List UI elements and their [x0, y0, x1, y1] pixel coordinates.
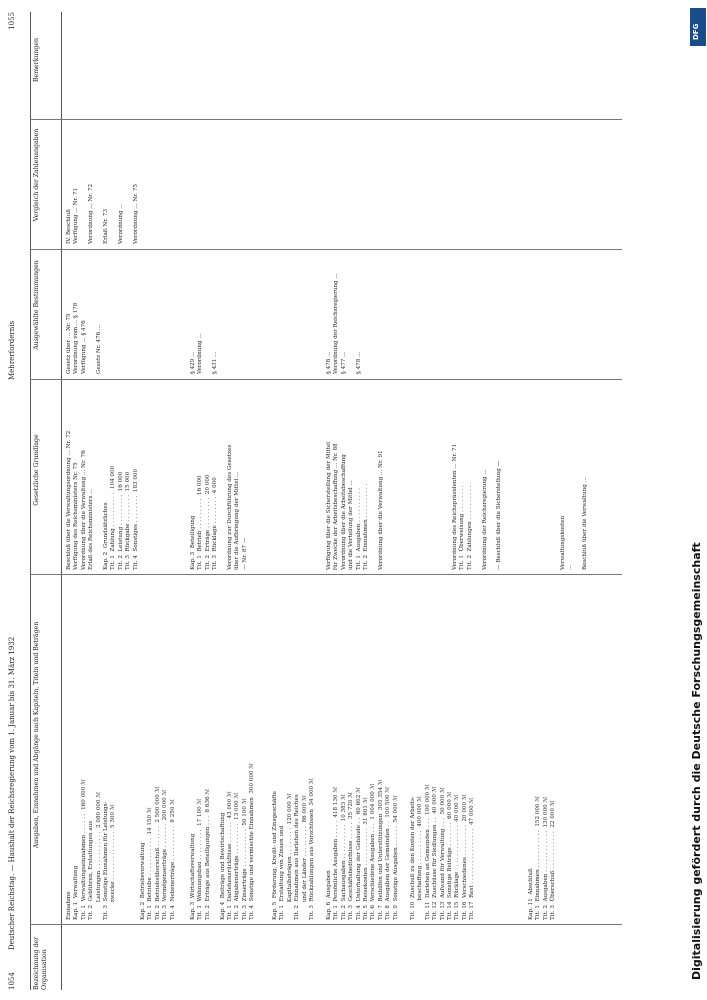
text-block-legal-4: Verordnung des Reichspräsidenten ... Nr. 71 Tit. 1 Überweisung . . . . . . . . Tit. 2 Zahlungen . . . . . . . . . . Verordnung der Reichsregierung ... — Beschluß über die Sicherstellung — [452, 443, 503, 570]
text-block-economy: Kap. 3 Wirtschaftsverwaltung Tit. 1 Wohnungsbau . . . . . . . . . 17 100 ℳ Tit. 2 Erträge aus Beteiligungen . . . 8 636 ℳ Kap. 4 Beiträge und Bewirtschaftung Tit. 1 Darlehensrückflüsse . . . . . . 43 000 ℳ Tit. 2 Abgabenerträge . . . . . . . . . 13 000 ℳ Tit. 3 Zinserträge . . . . . . . . . . . 50 100 ℳ Tit. 4 Sonstige und vermischte Einnahmen 300 000 ℳ [190, 762, 256, 920]
digitization-credit: Digitalisierung gefördert durch die Deutsche Forschungsgemeinschaft [690, 542, 703, 980]
right-running-head: Mehrerfordernis [8, 320, 16, 380]
text-block-expenditure: Kap. 6 Ausgaben Tit. 1 Persönliche Ausgaben . . . . . 418 130 ℳ Tit. 2 Sachausgaben . . . . . . . . . . 10 383 ℳ Tit. 3 Geschäftsbedürfnisse . . . . . 35 720 ℳ Tit. 4 Unterhaltung der Gebäude . . 60 602 ℳ Tit. 5 Reisekosten . . . . . . . . . . . 31 801 ℳ Tit. 6 Verschiedene Ausgaben . . . 1 004 000 ℳ Tit. 7 Beihilfen und Unterstützungen 305 354 ℳ Tit. 8 Ausgaben der Gemeinden . . 100 500 ℳ Tit. 9 Sonstige Ausgaben . . . . . . 54 000 ℳ [326, 779, 399, 920]
text-block-legal-2: Kap. 3 Beteiligung Tit. 1 Betrieb . . . . . . . . . 16 000 Tit. 2 Erträge . . . . . . . . . 20 000 Tit. 3 Rücklage . . . . . . . . 4 000 Verordnung zur Durchführung des Gesetzes über die Aufbringung der Mittel ... — Nr. 87 — [190, 444, 248, 570]
column-rule [30, 249, 622, 250]
text-block-legal-1: Beschluß über die Verwaltungsordnung ... Nr. 72 Verfügung des Reichsministers Nr. 75 Verordnung über die Verwaltung ... Nr. 76 Erlaß des Reichsministers ... Kap. 2 Grundsätzliches Tit. 1 Zahlung . . . . . . . . . . 104 000 Tit. 2 Leistung . . . . . . . . . 16 000 Tit. 3 Rückgabe . . . . . . . . 15 000 Tit. 4 Sonstiges . . . . . . . . 183 000 [66, 430, 139, 570]
running-head [8, 12, 22, 990]
left-running-head: Deutscher Reichstag. — Haushalt der Reichsregierung vom 1. Januar bis 31. März 1932 [8, 636, 16, 950]
column-header-provisions: Ausgewählte Bestimmungen [33, 260, 40, 350]
text-block-revenue: Einnahme Kap. 1 Verwaltung Tit. 1 Verwaltungseinnahmen . . . . . . 160 000 ℳ Tit. 2 Gebühren, Erstattungen aus Leistungen . . . . . . . . . . . 2 080 000 ℳ Tit. 3 Sonstige Einnahmen für Leistungs- zwecke . . . . . . . . . . . . . . 5 300 ℳ [66, 778, 117, 920]
text-block-provisions-2: § 429 ... Verordnung ... § 431 ... [190, 333, 219, 374]
page-number-right: 1055 [8, 12, 16, 30]
column-headers [30, 12, 62, 990]
page-number-left: 1054 [8, 972, 16, 990]
column-rule [30, 119, 622, 120]
text-block-provisions-3: § 476 ... Verordnung der Reichsregierung ... § 477 ... § 478 ... [326, 273, 362, 374]
text-block-legal-3: Verfügung über die Sicherstellung der Mittel für Zwecke der Arbeitsbeschaffung ... Nr. 88 Verordnung über die Arbeitsbeschaffung und die Verteilung der Mittel ... Tit. 1 Ausgaben . . . . . . . . . . Tit. 2 Einnahmen . . . . . . . . . . Verordnung über die Verwaltung ... Nr. 91 [326, 441, 384, 570]
column-rule [30, 574, 622, 575]
column-header-budget: Ausgaben, Einnahmen und Abgänge nach Kapiteln, Titeln und Beträgen [33, 621, 40, 849]
text-block-operations: Kap. 2 Betriebsverwaltung Tit. 1 Betriebe . . . . . . . . . . . 14 150 ℳ Tit. 2 Betriebsüberschuß . . . . . . 2 500 000 ℳ Tit. 3 Vermögenserträge . . . . . . . 200 000 ℳ Tit. 4 Nebenerträge . . . . . . . . . . 8 250 ℳ [140, 786, 176, 920]
column-rule [30, 379, 622, 380]
text-block-grants: Tit. 10 Zuschuß zu den Kosten der Arbeits- beschaffung . . . . . . . . . . 400 000 ℳ Tit. 11 Darlehen an Gemeinden . . . 100 000 ℳ Tit. 12 Zuschüsse für Siedlungen . . 40 000 ℳ Tit. 13 Aufwand für Verwaltung . . . 50 000 ℳ Tit. 14 Sonstige Beiträge . . . . . . . 60 000 ℳ Tit. 15 Rücklage . . . . . . . . . . . . . 40 000 ℳ Tit. 16 Verschiedenes . . . . . . . . . 20 000 ℳ Tit. 17 Rest . . . . . . . . . . . . . . . . 47 000 ℳ [410, 784, 476, 920]
column-header-legal-basis: Gesetzliche Grundlage [33, 434, 40, 506]
text-block-comparison: IV. Beschluß Verfügung ... Nr. 71 Verordnung ... Nr. 72 Erlaß Nr. 73 Verordnung ... Verordnung ... Nr. 75 [66, 183, 139, 244]
column-rule [30, 924, 622, 925]
text-block-footnote: Verwaltungskosten ... Beschluß über die Verwaltung ... [560, 477, 589, 570]
text-block-credit: Kap. 5 Förderung, Kredit- und Zinsgeschäfte Tit. 1 Erstattung von Zinsen und Kapitalbeträgen . . . . . . . . 120 000 ℳ Tit. 2 Einnahmen aus Darlehen des Reiches und der Länder . . . . . . . . . 86 000 ℳ Tit. 3 Rückzahlungen aus Vorschüssen 34 000 ℳ [272, 778, 316, 920]
column-header-organisation: Bezeichnung der Organisation [33, 936, 48, 990]
dfg-logo [690, 8, 706, 46]
text-block-provisions-1: Gesetz über ... Nr. 75 Verordnung vom ... § 178 Verfügung ... § 476 Gesetz Nr. 476 ... [66, 302, 102, 374]
text-block-closing: Kap. 11 Abschluß Tit. 1 Einnahmen . . . . . . . . . . . 152 000 ℳ Tit. 2 Ausgaben . . . . . . . . . . . . 130 000 ℳ Tit. 3 Überschuß . . . . . . . . . . . 22 000 ℳ [528, 795, 557, 920]
column-header-comparison: Vergleich der Zahlenangaben [33, 128, 40, 222]
dfg-logo-text: DFG [692, 23, 700, 40]
column-header-remarks: Bemerkungen [33, 37, 40, 83]
